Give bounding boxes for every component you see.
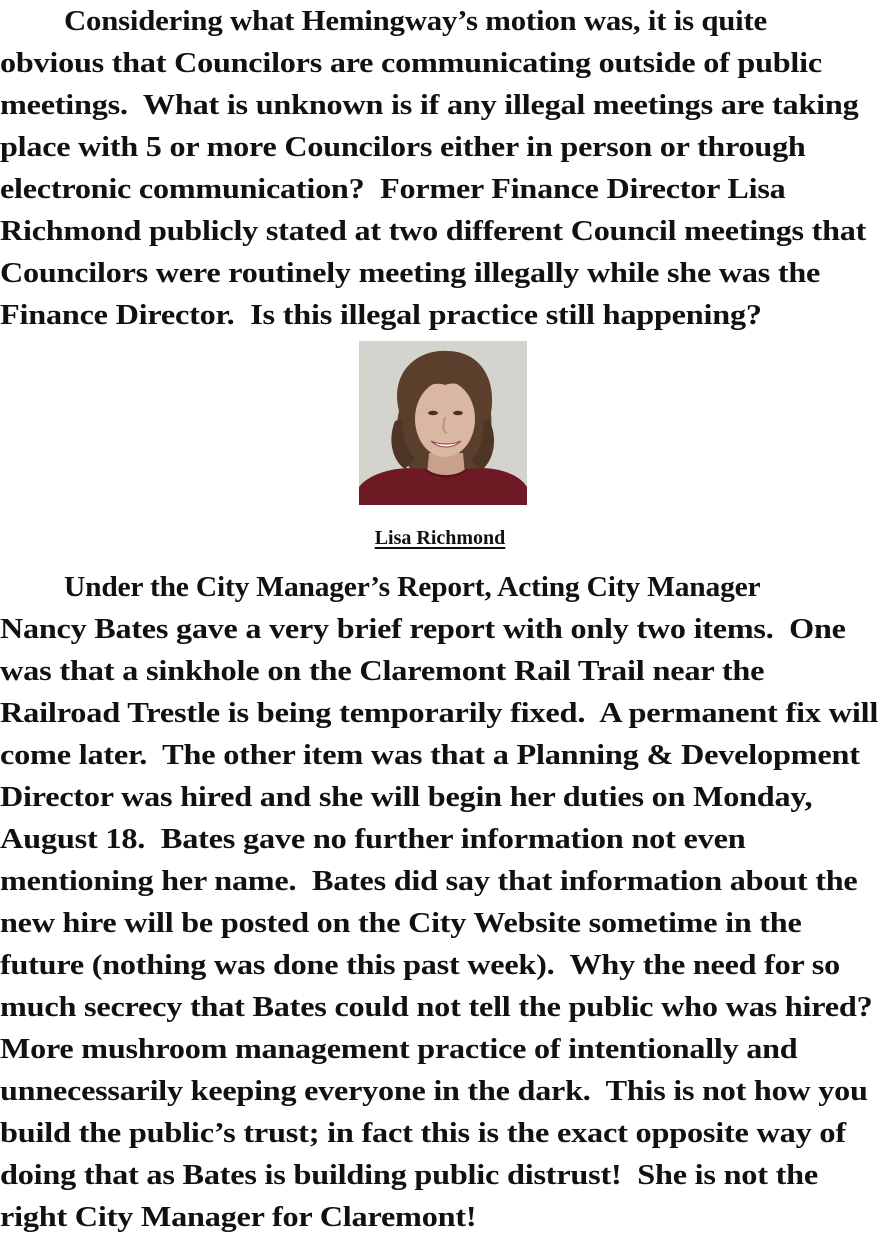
photo-caption: Lisa Richmond bbox=[374, 527, 506, 549]
text-line: Finance Director. Is this illegal practice still happening? bbox=[0, 299, 762, 331]
portrait-image bbox=[359, 341, 527, 505]
text-line: Railroad Trestle is being temporarily fixed. A permanent fix will bbox=[0, 697, 879, 729]
text-line: place with 5 or more Councilors either in person or through bbox=[0, 131, 806, 163]
text-line: much secrecy that Bates could not tell the public who was hired? bbox=[0, 991, 873, 1023]
text-line: Director was hired and she will begin her duties on Monday, bbox=[0, 781, 813, 813]
text-line: new hire will be posted on the City Website sometime in the bbox=[0, 907, 802, 939]
text-line: electronic communication? Former Finance Director Lisa bbox=[0, 173, 786, 205]
text-line: Richmond publicly stated at two different Council meetings that bbox=[0, 215, 867, 247]
text-line: obvious that Councilors are communicating outside of public bbox=[0, 47, 822, 79]
text-line: right City Manager for Claremont! bbox=[0, 1201, 477, 1233]
text-line: unnecessarily keeping everyone in the dark. This is not how you bbox=[0, 1075, 868, 1107]
text-line: Councilors were routinely meeting illegally while she was the bbox=[0, 257, 821, 289]
text-line: Considering what Hemingway’s motion was, it is quite bbox=[64, 5, 768, 37]
text-line: Under the City Manager’s Report, Acting City Manager bbox=[64, 571, 761, 603]
text-line: Nancy Bates gave a very brief report with only two items. One bbox=[0, 613, 846, 645]
text-line: was that a sinkhole on the Claremont Rail Trail near the bbox=[0, 655, 765, 687]
text-line: build the public’s trust; in fact this is the exact opposite way of bbox=[0, 1117, 846, 1149]
text-line: August 18. Bates gave no further information not even bbox=[0, 823, 746, 855]
text-line: come later. The other item was that a Planning & Development bbox=[0, 739, 860, 771]
text-line: More mushroom management practice of intentionally and bbox=[0, 1033, 798, 1065]
text-line: mentioning her name. Bates did say that information about the bbox=[0, 865, 858, 897]
text-line: meetings. What is unknown is if any illegal meetings are taking bbox=[0, 89, 859, 121]
text-line: doing that as Bates is building public distrust! She is not the bbox=[0, 1159, 818, 1191]
text-line: future (nothing was done this past week). Why the need for so bbox=[0, 949, 840, 981]
lisa-richmond-photo bbox=[359, 341, 527, 505]
